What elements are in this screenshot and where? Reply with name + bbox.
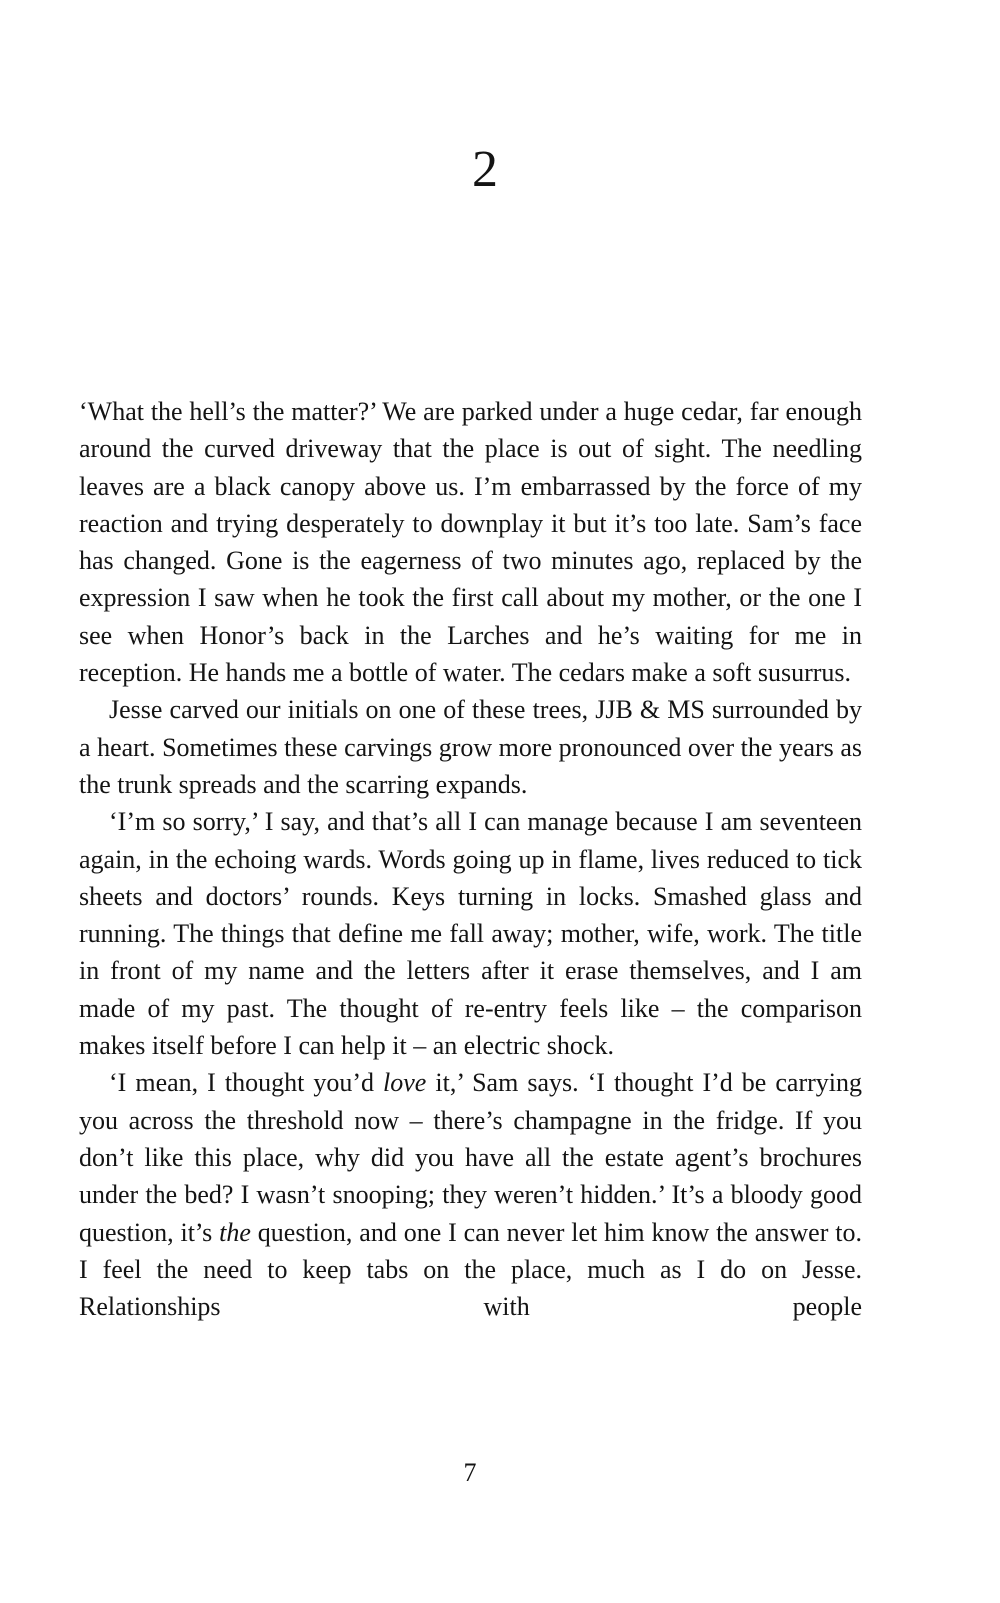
page-number: 7 <box>463 1458 477 1487</box>
paragraph-3 <box>79 803 862 1064</box>
chapter-number: 2 <box>472 141 498 198</box>
emphasis-love: love <box>383 1068 427 1098</box>
emphasis-the: the <box>219 1217 251 1247</box>
paragraph-3-text: ‘I’m so sorry,’ I say, and that’s all I can manage because I am seventeen again, in the echoing wards. Words going up in flame, lives reduced to tick sheets and doctors’ rounds. Keys turning in locks. Smashed glass and running. The things that define me fall away; mother, wife, work. The title in front of my name and the letters after it erase themselves, and I am made of my past. The thought of re-entry feels like – the comparison makes itself before I can help it – an electric shock. <box>79 807 862 1061</box>
paragraph-4-text-b: it,’ Sam says. ‘I thought I’d be carrying you across the threshold now – there’s champagne in the fridge. If you don’t like this place, why did you have all the estate agent’s brochures under the bed? I wasn’t snooping; they weren’t hidden.’ It’s a bloody good question, it’s <box>79 1068 862 1247</box>
body-text <box>79 393 862 1325</box>
paragraph-2 <box>79 691 862 803</box>
paragraph-4-text-c: question, and one I can never let him know the answer to. I feel the need to keep tabs on the place, much as I do on Jesse. Relationships with people <box>79 1217 862 1322</box>
paragraph-2-text: Jesse carved our initials on one of these trees, JJB & MS surrounded by a heart. Sometimes these carvings grow more pronounced over the years as the trunk spreads and the scarring expands. <box>79 695 862 799</box>
paragraph-1-text: ‘What the hell’s the matter?’ We are parked under a huge cedar, far enough around the curved driveway that the place is out of sight. The needling leaves are a black canopy above us. I’m embarrassed by the force of my reaction and trying desperately to downplay it but it’s too late. Sam’s face has changed. Gone is the eagerness of two minutes ago, replaced by the expression I saw when he took the first call about my mother, or the one I see when Honor’s back in the Larches and he’s waiting for me in reception. He hands me a bottle of water. The cedars make a soft susurrus. <box>79 397 862 688</box>
paragraph-4 <box>79 1064 862 1325</box>
paragraph-4-text-a: ‘I mean, I thought you’d <box>109 1068 384 1098</box>
paragraph-1 <box>79 393 862 691</box>
